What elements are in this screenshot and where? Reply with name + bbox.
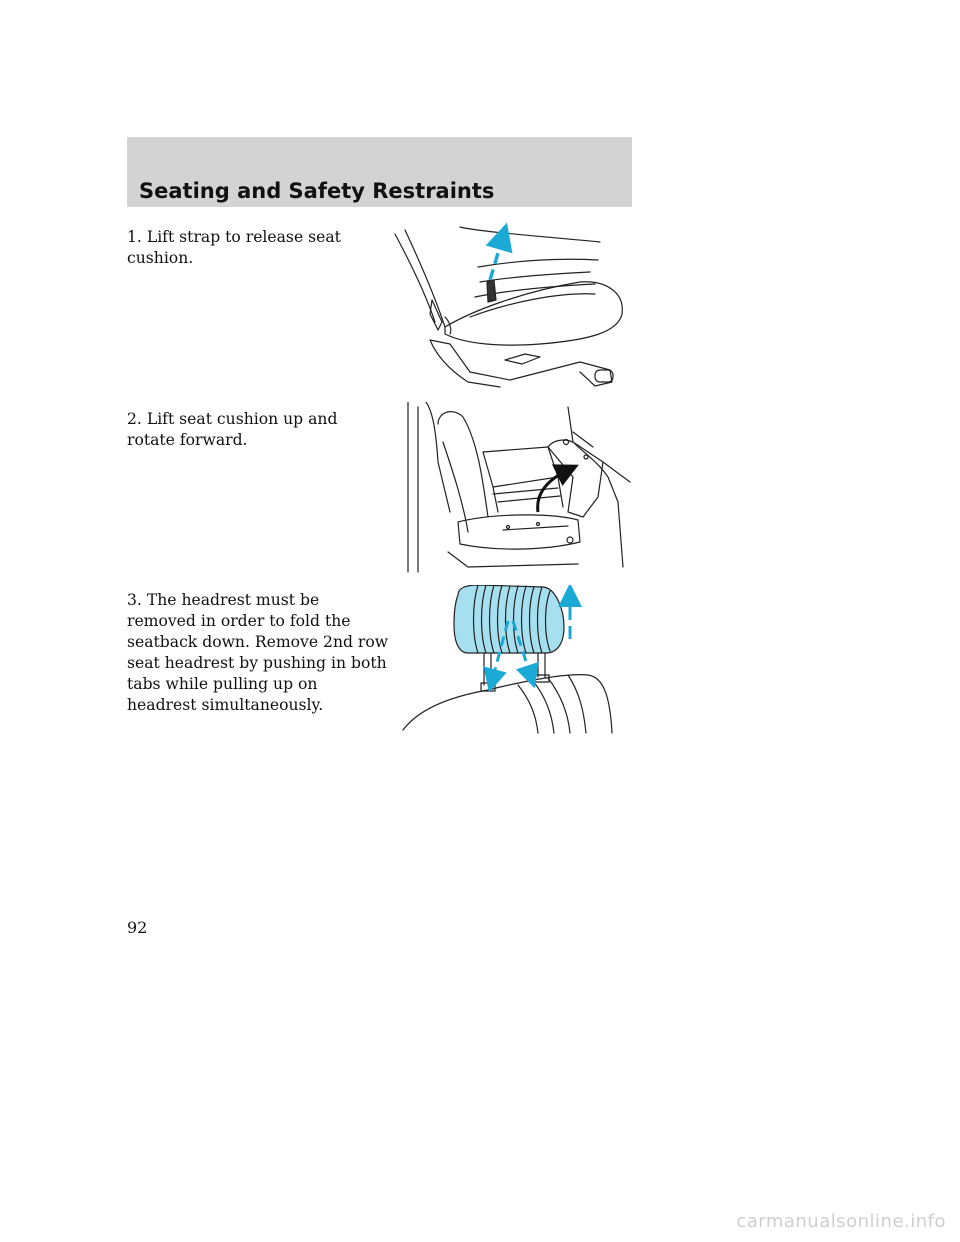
seat-strap-illustration — [390, 222, 635, 392]
cushion-rotate-illustration — [398, 402, 635, 574]
step-1-text: 1. Lift strap to release seat cushion. — [127, 228, 341, 267]
headrest-removal-illustration — [398, 585, 618, 735]
watermark-text: carmanualsonline.info — [736, 1211, 946, 1232]
step-2-text: 2. Lift seat cushion up and rotate forward. — [127, 410, 338, 449]
page-number: 92 — [127, 918, 148, 937]
section-title: Seating and Safety Restraints — [139, 179, 495, 203]
step-3-text: 3. The headrest must be removed in order to fold the seatback down. Remove 2nd row seat headrest by pushing in both tabs while pulling up on headrest simultaneously. — [127, 591, 389, 714]
